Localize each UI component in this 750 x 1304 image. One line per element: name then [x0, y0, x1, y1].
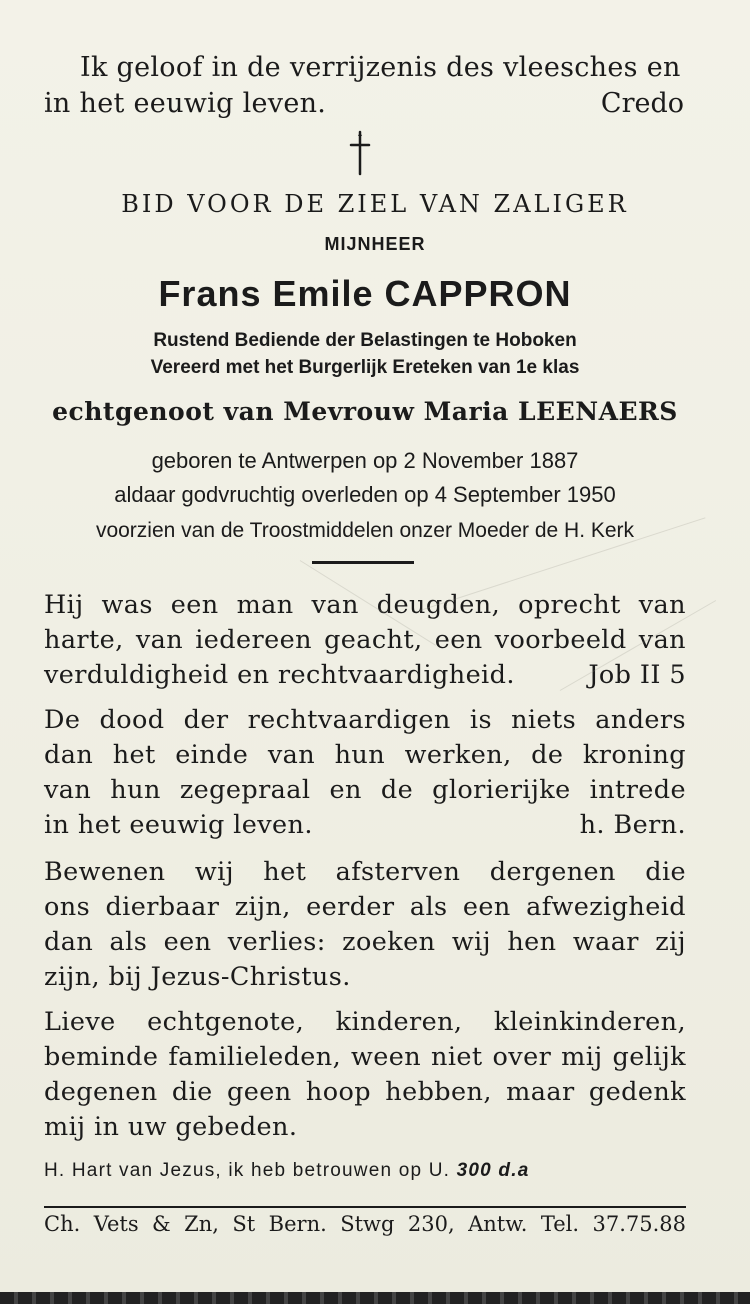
paragraph-farewell — [44, 1005, 686, 1145]
text-line: Bewenen wij het afsterven dergenen die — [44, 857, 686, 887]
latin-cross-icon — [346, 130, 374, 176]
text-line: Hij was een man van deugden, oprecht van — [44, 590, 686, 620]
birth-line: geboren te Antwerpen op 2 November 1887 — [151, 448, 579, 473]
text-line: in het eeuwig leven. — [44, 810, 313, 840]
occupation-line: Rustend Bediende der Belastingen te Hoboken — [153, 330, 577, 351]
paragraph-virtues — [44, 588, 686, 693]
text-line: Lieve echtgenote, kinderen, kleinkinderen, — [44, 1007, 686, 1037]
sacred-heart-prayer — [44, 1160, 529, 1182]
death-line: aldaar godvruchtig overleden op 4 September 1950 — [114, 482, 616, 507]
credo-line-2: in het eeuwig leven. — [44, 88, 327, 119]
printer-imprint: Ch. Vets & Zn, St Bern. Stwg 230, Antw. Tel. 37.75.88 — [44, 1212, 686, 1236]
text-line: ons dierbaar zijn, eerder als een afwezigheid — [44, 892, 686, 922]
scan-edge — [0, 1292, 750, 1304]
spouse-line: echtgenoot van Mevrouw Maria LEENAERS — [52, 397, 678, 426]
text-line: zijn, bij Jezus-Christus. — [44, 962, 351, 992]
text-line: degenen die geen hoop hebben, maar gedenk — [44, 1077, 686, 1107]
honorific-title: MIJNHEER — [324, 234, 426, 254]
prayer-text: H. Hart van Jezus, ik heb betrouwen op U. — [44, 1160, 451, 1181]
text-line: harte, van iedereen geacht, een voorbeeld van — [44, 625, 686, 655]
paragraph-mourning — [44, 855, 686, 995]
divider — [312, 561, 414, 564]
text-line: dan het einde van hun werken, de kroning — [44, 740, 686, 770]
text-line: De dood der rechtvaardigen is niets anders — [44, 705, 686, 735]
deceased-name: Frans Emile CAPPRON — [158, 273, 572, 314]
quote-reference: h. Bern. — [579, 810, 686, 840]
credo-line-1: Ik geloof in de verrijzenis des vleesches en — [80, 52, 681, 83]
text-line: dan als een verlies: zoeken wij hen waar zij — [44, 927, 686, 957]
sacraments-line: voorzien van de Troostmiddelen onzer Moeder de H. Kerk — [95, 519, 635, 542]
text-line: beminde familieleden, ween niet over mij gelijk — [44, 1042, 686, 1072]
credo-reference: Credo — [600, 88, 684, 119]
scripture-reference: Job II 5 — [588, 660, 686, 690]
footer-divider — [44, 1206, 686, 1208]
indulgence-note: 300 d.a — [456, 1160, 530, 1181]
text-line: verduldigheid en rechtvaardigheid. — [44, 660, 515, 690]
prayer-request: BID VOOR DE ZIEL VAN ZALIGER — [121, 190, 629, 218]
text-line: mij in uw gebeden. — [44, 1112, 298, 1142]
paragraph-death-of-righteous — [44, 703, 686, 843]
decoration-line: Vereerd met het Burgerlijk Ereteken van 1e klas — [150, 357, 580, 378]
text-line: van hun zegepraal en de glorierijke intrede — [44, 775, 686, 805]
